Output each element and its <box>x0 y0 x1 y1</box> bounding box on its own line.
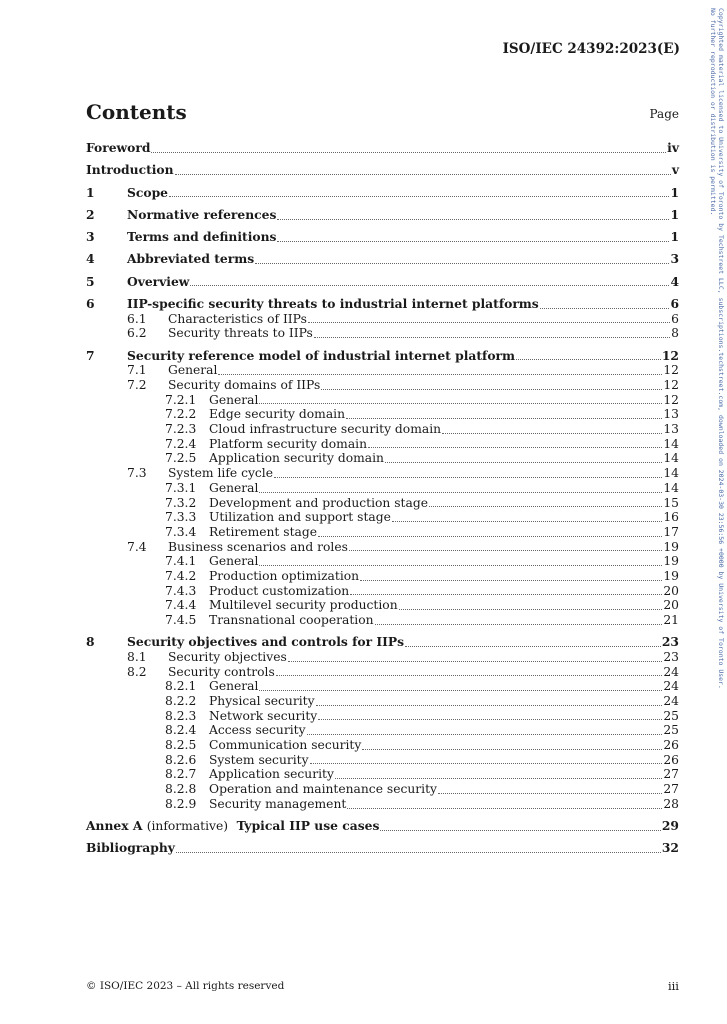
toc-entry[interactable] <box>86 569 679 584</box>
toc-entry-page: 27 <box>663 782 679 797</box>
toc-entry-title: General <box>209 679 259 694</box>
watermark-line-1: Copyrighted material licensed to University of Toronto by Techstreet LLC, subscriptions.techstreet.com, downloaded on 2024-03-30 23:56:56 +0000 by University of Toronto User. <box>717 8 725 689</box>
toc-entry-title: Development and production stage <box>209 495 428 510</box>
toc-entry-number: 6.1 <box>127 311 147 326</box>
dot-leader <box>314 337 670 338</box>
dot-leader <box>399 609 663 610</box>
toc-entry-page: 14 <box>663 466 679 481</box>
toc-entry-title: Business scenarios and roles <box>168 539 348 554</box>
dot-leader <box>307 734 663 735</box>
dot-leader <box>169 196 669 197</box>
toc-entry-page: 12 <box>663 378 679 392</box>
toc-entry-number: 7.1 <box>127 363 147 378</box>
toc-entry-page: 13 <box>663 422 679 437</box>
toc-entry-page: 26 <box>663 752 679 767</box>
toc-entry-number: 7.3 <box>127 466 147 481</box>
toc-entry[interactable] <box>86 407 679 422</box>
toc-entry-page: 1 <box>670 184 679 200</box>
toc-entry-number: 1 <box>86 184 95 200</box>
toc-entry-title: Application security domain <box>209 451 384 466</box>
toc-entry[interactable] <box>86 694 679 709</box>
toc-entry-title: General <box>168 363 218 378</box>
toc-entry-page: 24 <box>663 694 679 709</box>
toc-entry-number: 7.4.5 <box>165 613 197 627</box>
toc-entry-number: 2 <box>86 206 95 222</box>
toc-entry-title: Operation and maintenance security <box>209 782 437 797</box>
toc-entry-title: Access security <box>209 723 306 738</box>
toc-entry-title: Edge security domain <box>209 407 346 422</box>
toc-entry[interactable] <box>86 422 679 437</box>
document-header: ISO/IEC 24392:2023(E) <box>502 41 680 57</box>
dot-leader <box>259 690 662 691</box>
toc-entry-number: 6 <box>86 295 95 311</box>
toc-entry-page: 25 <box>663 723 679 738</box>
toc-entry-number: 5 <box>86 273 95 289</box>
toc-entry-page: 3 <box>670 251 679 267</box>
dot-leader <box>442 433 662 434</box>
toc-entry[interactable] <box>86 393 679 408</box>
toc-entry[interactable] <box>86 378 679 393</box>
toc-entry-title: Foreword <box>86 140 151 155</box>
toc-entry-page: 14 <box>663 451 679 466</box>
toc-entry-number: 8.2.7 <box>165 767 197 782</box>
toc-entry[interactable] <box>86 437 679 452</box>
dot-leader <box>316 705 663 706</box>
toc-entry[interactable] <box>86 275 679 290</box>
toc-entry-title: Application security <box>209 767 334 782</box>
toc-entry-page: 12 <box>663 363 679 378</box>
contents-title: Contents <box>86 100 187 124</box>
toc-entry[interactable] <box>86 738 679 753</box>
toc-entry-title: Communication security <box>209 738 362 753</box>
toc-entry[interactable] <box>86 540 679 555</box>
toc-entry[interactable] <box>86 665 679 680</box>
toc-entry-title: Utilization and support stage <box>209 510 391 525</box>
toc-entry-page: 27 <box>663 767 679 782</box>
toc-entry-title: Production optimization <box>209 568 360 583</box>
dot-leader <box>405 646 661 647</box>
dot-leader <box>259 403 662 404</box>
toc-entry-number: 8.2.8 <box>165 782 197 797</box>
toc-entry[interactable] <box>86 753 679 768</box>
toc-entry-page: 24 <box>663 664 679 679</box>
toc-entry[interactable] <box>86 496 679 511</box>
toc-entry-number: 8.2.2 <box>165 694 197 709</box>
dot-leader <box>350 594 662 595</box>
dot-leader <box>335 778 662 779</box>
toc-entry-number: 3 <box>86 229 95 245</box>
toc-entry[interactable] <box>86 312 679 327</box>
dot-leader <box>175 174 671 175</box>
toc-entry-title: Security objectives <box>168 649 287 664</box>
toc-entry-title: Overview <box>127 273 190 289</box>
toc-entry-title: Security controls <box>168 664 275 679</box>
toc-entry-title <box>86 819 379 834</box>
toc-entry-number: 8.2.5 <box>165 738 197 753</box>
toc-entry[interactable] <box>86 297 679 312</box>
dot-leader <box>276 675 663 676</box>
toc-entry-page: 21 <box>663 613 679 627</box>
annex-note: (informative) <box>146 819 229 834</box>
toc-entry-page: 28 <box>663 796 679 811</box>
dot-leader <box>429 506 662 507</box>
toc-entry-page: 23 <box>661 634 679 650</box>
toc-entry[interactable] <box>86 326 679 341</box>
dot-leader <box>362 749 662 750</box>
toc-entry-title: General <box>209 480 259 495</box>
toc-entry[interactable] <box>86 598 679 613</box>
toc-entry[interactable] <box>86 186 679 201</box>
toc-entry-number: 7.2.1 <box>165 392 197 407</box>
toc-entry-title: Terms and definitions <box>127 229 277 245</box>
toc-entry-title: Physical security <box>209 694 315 709</box>
dot-leader <box>176 852 661 853</box>
toc-entry[interactable] <box>86 163 679 178</box>
dot-leader <box>151 152 666 153</box>
dot-leader <box>321 389 662 390</box>
toc-entry[interactable] <box>86 613 679 628</box>
toc-entry-title: Platform security domain <box>209 436 368 451</box>
toc-entry-page: 12 <box>661 347 679 363</box>
toc-entry-title: Security threats to IIPs <box>168 326 313 341</box>
annex-title: Typical IIP use cases <box>236 818 380 834</box>
toc-entry-page: 15 <box>663 495 679 510</box>
toc-entry-page: 19 <box>663 539 679 554</box>
toc-entry-number: 7.3.3 <box>165 510 197 525</box>
dot-leader <box>375 624 663 625</box>
toc-entry-title: Security objectives and controls for IIPs <box>127 634 405 650</box>
toc-entry-number: 7 <box>86 347 95 363</box>
toc-entry[interactable] <box>86 554 679 569</box>
toc-entry[interactable] <box>86 252 679 267</box>
toc-entry[interactable] <box>86 841 679 856</box>
toc-entry-page: 6 <box>671 311 679 326</box>
toc-entry-title: Security reference model of industrial internet platform <box>127 347 516 363</box>
annex-label: Annex A <box>86 818 143 834</box>
toc-entry[interactable] <box>86 208 679 223</box>
dot-leader <box>438 793 662 794</box>
toc-entry-number: 7.2.2 <box>165 407 197 422</box>
toc-entry[interactable] <box>86 819 679 834</box>
toc-entry-title: Security management <box>209 796 347 811</box>
dot-leader <box>255 263 669 264</box>
toc-entry-page: 29 <box>661 818 679 834</box>
toc-entry-number: 7.2.3 <box>165 422 197 437</box>
toc-entry-number: 7.2.5 <box>165 451 197 466</box>
dot-leader <box>385 462 662 463</box>
dot-leader <box>347 808 662 809</box>
toc-entry-title: General <box>209 554 259 569</box>
dot-leader <box>277 219 669 220</box>
dot-leader <box>318 536 662 537</box>
toc-entry-title: IIP-specific security threats to industrial internet platforms <box>127 295 539 311</box>
toc-entry-page: 20 <box>663 598 679 613</box>
toc-entry-page: 1 <box>670 229 679 245</box>
dot-leader <box>190 285 669 286</box>
toc-entry-number: 8.2.3 <box>165 708 197 723</box>
toc-entry-page: 4 <box>670 273 679 289</box>
toc-entry-title: Cloud infrastructure security domain <box>209 422 442 437</box>
toc-entry-title: Security domains of IIPs <box>168 378 321 392</box>
toc-entry-number: 8.2.6 <box>165 752 197 767</box>
toc-entry-title: General <box>209 392 259 407</box>
dot-leader <box>274 477 662 478</box>
toc-entry-page: v <box>671 162 679 178</box>
table-of-contents <box>86 141 679 856</box>
dot-leader <box>346 418 662 419</box>
toc-entry-title: Product customization <box>209 583 350 598</box>
toc-entry-number: 4 <box>86 251 95 267</box>
dot-leader <box>318 719 662 720</box>
toc-entry-page: 20 <box>663 583 679 598</box>
toc-entry-number: 7.4.4 <box>165 598 197 613</box>
toc-entry-number: 8 <box>86 634 95 650</box>
toc-entry-title: Network security <box>209 708 318 723</box>
toc-entry-page: 19 <box>663 568 679 583</box>
toc-entry-number: 7.2.4 <box>165 436 197 451</box>
toc-entry-page: 14 <box>663 480 679 495</box>
toc-entry-number: 7.3.1 <box>165 480 197 495</box>
toc-entry[interactable] <box>86 635 679 650</box>
toc-entry[interactable] <box>86 650 679 665</box>
toc-entry-page: 12 <box>663 392 679 407</box>
toc-entry[interactable] <box>86 525 679 540</box>
dot-leader <box>259 492 662 493</box>
toc-entry-number: 7.3.4 <box>165 524 197 539</box>
toc-entry-number: 6.2 <box>127 326 147 341</box>
dot-leader <box>380 830 661 831</box>
toc-entry[interactable] <box>86 466 679 481</box>
toc-entry-page: 8 <box>671 326 679 341</box>
toc-entry[interactable] <box>86 363 679 378</box>
toc-entry-page: 19 <box>663 554 679 569</box>
toc-entry-number: 7.3.2 <box>165 495 197 510</box>
toc-entry-page: 1 <box>670 206 679 222</box>
toc-entry-title: Scope <box>127 184 168 200</box>
toc-entry-page: 23 <box>663 649 679 664</box>
toc-entry-number: 8.1 <box>127 649 147 664</box>
dot-leader <box>218 374 662 375</box>
toc-entry[interactable] <box>86 723 679 738</box>
toc-entry[interactable] <box>86 679 679 694</box>
license-watermark <box>705 8 727 768</box>
toc-entry-number: 8.2 <box>127 664 147 679</box>
dot-leader <box>288 661 663 662</box>
toc-entry-title: Retirement stage <box>209 524 318 539</box>
dot-leader <box>259 565 662 566</box>
dot-leader <box>516 359 661 360</box>
toc-entry[interactable] <box>86 584 679 599</box>
watermark-line-2: No further reproduction or distribution is permitted. <box>709 8 717 216</box>
toc-entry-title: Abbreviated terms <box>127 251 255 267</box>
toc-entry-page: 6 <box>670 295 679 311</box>
toc-entry[interactable] <box>86 767 679 782</box>
toc-entry-number: 8.2.4 <box>165 723 197 738</box>
toc-entry-number: 8.2.9 <box>165 796 197 811</box>
toc-entry-page: 24 <box>663 679 679 694</box>
toc-entry-number: 7.4 <box>127 539 147 554</box>
dot-leader <box>277 241 669 242</box>
page-column-label: Page <box>649 107 679 121</box>
toc-entry[interactable] <box>86 782 679 797</box>
toc-entry-number: 8.2.1 <box>165 679 197 694</box>
toc-entry-page: 26 <box>663 738 679 753</box>
toc-entry[interactable] <box>86 451 679 466</box>
toc-entry-title: System security <box>209 752 309 767</box>
toc-entry-title: Normative references <box>127 206 277 222</box>
footer-copyright: © ISO/IEC 2023 – All rights reserved <box>86 980 285 992</box>
toc-entry-title: Transnational cooperation <box>209 613 374 627</box>
toc-entry-page: 25 <box>663 708 679 723</box>
toc-entry-number: 7.4.1 <box>165 554 197 569</box>
toc-entry-number: 7.2 <box>127 378 147 392</box>
dot-leader <box>392 521 662 522</box>
toc-entry[interactable] <box>86 510 679 525</box>
toc-entry[interactable] <box>86 797 679 812</box>
dot-leader <box>360 580 662 581</box>
dot-leader <box>308 322 670 323</box>
toc-entry-title: Bibliography <box>86 840 175 856</box>
toc-entry-page: 14 <box>663 436 679 451</box>
toc-entry-title: Multilevel security production <box>209 598 398 613</box>
toc-entry-number: 7.4.3 <box>165 583 197 598</box>
dot-leader <box>349 550 662 551</box>
toc-entry[interactable] <box>86 230 679 245</box>
toc-entry-page: 16 <box>663 510 679 525</box>
toc-entry[interactable] <box>86 481 679 496</box>
dot-leader <box>540 308 670 309</box>
toc-entry-number: 7.4.2 <box>165 568 197 583</box>
dot-leader <box>310 763 663 764</box>
toc-entry[interactable] <box>86 141 679 156</box>
toc-entry-title: Introduction <box>86 162 174 178</box>
footer-page-number: iii <box>667 979 679 993</box>
toc-entry-title: System life cycle <box>168 466 274 481</box>
toc-entry-page: iv <box>667 140 679 155</box>
toc-entry-page: 17 <box>663 524 679 539</box>
toc-entry-page: 13 <box>663 407 679 422</box>
toc-entry-page: 32 <box>661 840 679 856</box>
toc-entry[interactable] <box>86 349 679 364</box>
toc-entry[interactable] <box>86 709 679 724</box>
toc-entry-title: Characteristics of IIPs <box>168 311 307 326</box>
dot-leader <box>368 447 662 448</box>
